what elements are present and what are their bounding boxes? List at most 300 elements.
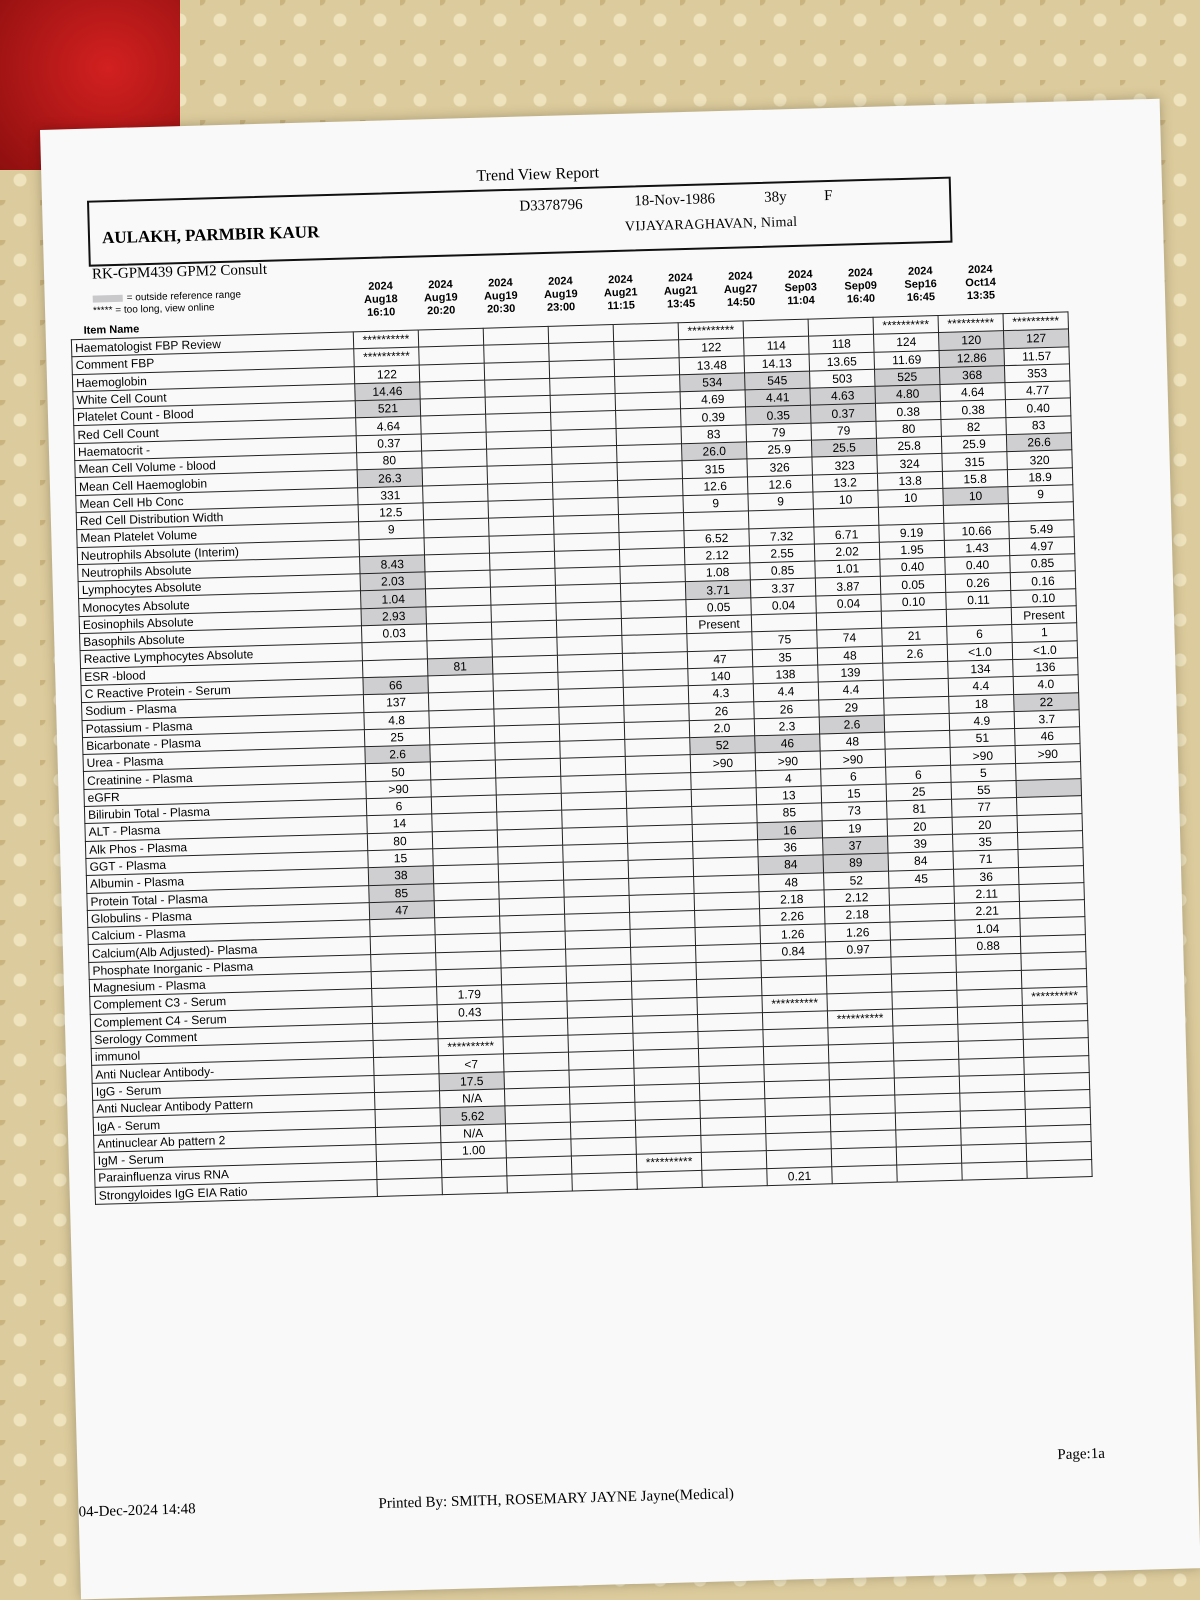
result-cell: >90 (950, 746, 1015, 765)
result-cell: 118 (809, 335, 874, 354)
result-cell (549, 359, 614, 378)
result-cell: 46 (1015, 727, 1080, 746)
result-cell: 2.6 (365, 745, 430, 764)
result-cell (429, 726, 494, 745)
patient-age: 38y (763, 189, 787, 206)
result-cell (486, 430, 551, 449)
result-cell (489, 534, 554, 553)
date-header-line: 2024 (727, 270, 753, 283)
result-cell (555, 584, 620, 603)
result-cell (693, 857, 758, 876)
date-header-line: 20:20 (426, 304, 456, 318)
result-cell (1024, 1055, 1089, 1074)
result-cell (631, 962, 696, 981)
result-cell (430, 760, 495, 779)
result-cell (895, 1094, 960, 1113)
result-cell: 85 (369, 883, 434, 902)
result-cell (1022, 1003, 1087, 1022)
date-header-line: 2024 (967, 263, 993, 277)
result-cell (497, 811, 562, 830)
result-cell: 66 (363, 676, 428, 695)
result-cell: 83 (1006, 416, 1071, 435)
result-cell: 124 (874, 333, 939, 352)
result-cell (422, 467, 487, 486)
date-header-line: 14:50 (726, 296, 756, 309)
result-cell (1021, 969, 1086, 988)
result-cell (891, 973, 956, 992)
result-cell (692, 822, 757, 841)
result-cell (620, 565, 685, 584)
result-cell (766, 1132, 831, 1151)
result-cell: 3.87 (815, 577, 880, 596)
result-cell (614, 357, 679, 376)
result-cell: 5.49 (1009, 519, 1074, 538)
result-cell: 14.46 (355, 382, 420, 401)
result-cell (562, 826, 627, 845)
result-cell (623, 686, 688, 705)
result-cell (618, 513, 683, 532)
test-name-cell: Haematocrit - (74, 436, 356, 461)
result-cell: 4.77 (1005, 381, 1070, 400)
result-cell (421, 415, 486, 434)
result-cell: 9 (748, 492, 813, 511)
result-cell (889, 886, 954, 905)
result-cell (500, 932, 565, 951)
test-name-cell: Eosinophils Absolute (79, 608, 361, 633)
result-cell (377, 1177, 442, 1196)
result-cell: 1.08 (685, 563, 750, 582)
result-cell: ********** (353, 330, 418, 349)
result-cell: 4.63 (810, 386, 875, 405)
result-cell (505, 1122, 570, 1141)
result-cell (695, 926, 760, 945)
result-cell (559, 705, 624, 724)
result-cell: 0.40 (1005, 398, 1070, 417)
result-cell (560, 757, 625, 776)
result-cell (374, 1056, 439, 1075)
result-cell (501, 966, 566, 985)
result-cell: 315 (942, 452, 1007, 471)
result-cell: 0.40 (945, 556, 1010, 575)
result-cell (618, 496, 683, 515)
result-cell: 5 (951, 763, 1016, 782)
date-header-line: 2024 (548, 275, 573, 288)
result-cell: 0.05 (686, 598, 751, 617)
result-cell (637, 1170, 702, 1189)
date-header-line: 13:35 (966, 289, 996, 303)
result-cell (434, 899, 499, 918)
test-name-cell: Protein Total - Plasma (87, 885, 369, 910)
result-cell: Present (1011, 606, 1076, 625)
date-header-line: 23:00 (546, 301, 576, 314)
result-cell (625, 755, 690, 774)
test-name-cell: Monocytes Absolute (79, 591, 361, 616)
result-cell (372, 987, 437, 1006)
result-cell (743, 319, 808, 338)
date-header-line: 2024 (368, 280, 393, 293)
result-cell (1023, 1021, 1088, 1040)
date-header-line: Sep09 (844, 279, 878, 293)
result-cell: 81 (887, 800, 952, 819)
result-cell (828, 1026, 893, 1045)
result-cell: 2.93 (361, 607, 426, 626)
result-cell (436, 968, 501, 987)
result-cell (423, 484, 488, 503)
test-name-cell: White Cell Count (73, 384, 355, 409)
result-cell (571, 1137, 636, 1156)
result-cell (557, 636, 622, 655)
result-cell (829, 1061, 894, 1080)
result-cell: 84 (758, 855, 823, 874)
result-cell (1023, 1038, 1088, 1057)
result-cell (420, 380, 485, 399)
result-cell: 1.43 (944, 538, 1009, 557)
date-column-header (770, 268, 831, 309)
result-cell (961, 1126, 1026, 1145)
test-name-cell: Haemoglobin (72, 366, 354, 391)
result-cell (1024, 1073, 1089, 1092)
result-cell (956, 953, 1021, 972)
result-cell (764, 1080, 829, 1099)
result-cell: 26 (689, 701, 754, 720)
date-header-line: 16:10 (366, 306, 396, 319)
result-cell (435, 916, 500, 935)
result-cell (376, 1160, 441, 1179)
result-cell: 0.39 (681, 407, 746, 426)
result-cell: 2.11 (954, 884, 1019, 903)
result-cell (420, 397, 485, 416)
result-cell: 4.9 (949, 711, 1014, 730)
result-cell: 4.4 (818, 680, 883, 699)
result-cell (374, 1073, 439, 1092)
result-cell: 4.4 (948, 677, 1013, 696)
result-cell: 83 (681, 425, 746, 444)
date-header-line: Sep16 (904, 278, 938, 291)
result-cell (422, 449, 487, 468)
result-cell (617, 444, 682, 463)
result-cell (624, 720, 689, 739)
result-cell (554, 549, 619, 568)
result-cell: 38 (368, 866, 433, 885)
result-cell (435, 933, 500, 952)
result-cell: 80 (357, 451, 422, 470)
result-cell (556, 601, 621, 620)
result-cell: 525 (875, 367, 940, 386)
report-title: Trend View Report (476, 164, 600, 185)
result-cell (564, 878, 629, 897)
result-cell (700, 1116, 765, 1135)
result-cell: 10 (943, 487, 1008, 506)
result-cell (626, 790, 691, 809)
result-cell: >90 (820, 750, 885, 769)
result-cell (763, 1028, 828, 1047)
result-cell (553, 480, 618, 499)
result-cell: 13.65 (809, 352, 874, 371)
result-cell (484, 344, 549, 363)
printed-date: 04-Dec-2024 14:48 (78, 1501, 196, 1521)
outside-range-swatch (93, 295, 123, 303)
result-cell (551, 411, 616, 430)
result-cell: 74 (817, 629, 882, 648)
result-cell (699, 1082, 764, 1101)
result-cell: 80 (367, 831, 432, 850)
result-cell: 48 (759, 872, 824, 891)
date-header-line: 2024 (428, 278, 453, 292)
result-cell: 7.32 (749, 527, 814, 546)
test-name-cell: ESR -blood (81, 660, 363, 685)
result-cell: 20 (887, 817, 952, 836)
result-cell: 0.43 (437, 1003, 502, 1022)
result-cell (568, 1033, 633, 1052)
result-cell (691, 770, 756, 789)
test-name-cell: Urea - Plasma (83, 747, 365, 772)
test-name-cell: Complement C4 - Serum (90, 1006, 372, 1031)
result-cell (570, 1120, 635, 1139)
result-cell: 10 (813, 490, 878, 509)
result-cell: 37 (823, 836, 888, 855)
result-cell: 134 (948, 659, 1013, 678)
result-cell (504, 1070, 569, 1089)
result-cell: 0.04 (751, 596, 816, 615)
result-cell (614, 340, 679, 359)
result-cell (502, 1001, 567, 1020)
result-cell (683, 511, 748, 530)
result-cell (625, 738, 690, 757)
result-cell (558, 688, 623, 707)
result-cell (558, 670, 623, 689)
result-cell (701, 1134, 766, 1153)
test-name-cell: GGT - Plasma (86, 851, 368, 876)
result-cell (613, 323, 678, 342)
result-cell: ********** (762, 993, 827, 1012)
result-cell (693, 840, 758, 859)
result-cell (701, 1151, 766, 1170)
result-cell (765, 1097, 830, 1116)
page-number: Page:1a (1057, 1445, 1106, 1464)
result-cell (430, 743, 495, 762)
test-name-cell: Anti Nuclear Antibody- (92, 1058, 374, 1083)
result-cell: >90 (690, 753, 755, 772)
result-cell: 25.8 (876, 437, 941, 456)
result-cell (493, 689, 558, 708)
result-cell: 2.02 (814, 542, 879, 561)
result-cell (893, 1024, 958, 1043)
test-name-cell: Platelet Count - Blood (73, 401, 355, 426)
test-name-cell: Serology Comment (91, 1023, 373, 1048)
result-cell: 39 (888, 834, 953, 853)
date-header-line: Sep03 (784, 281, 818, 295)
result-cell (429, 709, 494, 728)
result-cell (694, 874, 759, 893)
test-name-cell: Comment FBP (72, 349, 354, 374)
result-cell (560, 740, 625, 759)
result-cell: 2.6 (882, 644, 947, 663)
result-cell (1026, 1125, 1091, 1144)
result-cell: 0.85 (750, 561, 815, 580)
result-cell (762, 1011, 827, 1030)
result-cell (499, 880, 564, 899)
result-cell: 46 (755, 734, 820, 753)
result-cell (878, 506, 943, 525)
result-cell (493, 672, 558, 691)
date-column-header (710, 270, 771, 311)
result-cell: 0.85 (1010, 554, 1075, 573)
result-cell (897, 1163, 962, 1182)
result-cell: 4.41 (745, 388, 810, 407)
result-cell: 3.71 (685, 580, 750, 599)
result-cell: 12.6 (747, 475, 812, 494)
result-cell (962, 1161, 1027, 1180)
result-cell: 9 (359, 520, 424, 539)
result-cell (505, 1104, 570, 1123)
result-cell: 0.97 (825, 940, 890, 959)
test-name-cell: Lymphocytes Absolute (78, 574, 360, 599)
result-cell (373, 1022, 438, 1041)
result-cell: 12.5 (358, 503, 423, 522)
test-name-cell: Neutrophils Absolute (78, 557, 360, 582)
test-name-cell: IgG - Serum (92, 1075, 374, 1100)
result-cell (568, 1051, 633, 1070)
result-cell (761, 976, 826, 995)
result-cell (418, 328, 483, 347)
result-cell: 1.00 (441, 1141, 506, 1160)
patient-id: D3378796 (519, 196, 583, 215)
result-cell: 122 (679, 338, 744, 357)
result-cell (488, 499, 553, 518)
result-cell: 36 (758, 838, 823, 857)
result-cell: 84 (888, 851, 953, 870)
result-cell: 35 (953, 832, 1018, 851)
result-cell: 0.37 (356, 434, 421, 453)
result-cell (634, 1066, 699, 1085)
result-cell (622, 634, 687, 653)
result-cell: 137 (363, 693, 428, 712)
result-cell: 55 (951, 781, 1016, 800)
result-cell: 6.71 (814, 525, 879, 544)
result-cell (885, 730, 950, 749)
date-column-header (410, 278, 471, 319)
result-cell: 52 (824, 871, 889, 890)
result-cell: 19 (822, 819, 887, 838)
result-cell (419, 363, 484, 382)
result-cell (559, 722, 624, 741)
result-cell (428, 674, 493, 693)
result-cell (432, 830, 497, 849)
result-cell (552, 446, 617, 465)
date-header-line: Aug21 (663, 284, 698, 298)
result-cell (433, 864, 498, 883)
result-cell: 122 (354, 365, 419, 384)
date-header-line: 2024 (607, 273, 633, 287)
result-cell (959, 1057, 1024, 1076)
result-cell (370, 918, 435, 937)
result-cell: 35 (752, 648, 817, 667)
result-cell: 51 (950, 729, 1015, 748)
result-cell (766, 1149, 831, 1168)
result-cell (946, 608, 1011, 627)
test-name-cell: Calcium(Alb Adjusted)- Plasma (88, 937, 370, 962)
test-name-cell: Globulins - Plasma (87, 902, 369, 927)
result-cell (566, 964, 631, 983)
result-cell (370, 935, 435, 954)
result-cell: 4.4 (753, 682, 818, 701)
result-cell (698, 1030, 763, 1049)
result-cell (621, 599, 686, 618)
result-cell: 8.43 (360, 555, 425, 574)
result-cell (831, 1147, 896, 1166)
result-cell (631, 945, 696, 964)
legend (93, 289, 242, 317)
result-cell (696, 978, 761, 997)
result-cell (549, 342, 614, 361)
result-cell (503, 1035, 568, 1054)
test-name-cell: Mean Platelet Volume (77, 522, 359, 547)
result-cell: 2.12 (824, 888, 889, 907)
result-cell (1008, 502, 1073, 521)
result-cell: 0.38 (940, 400, 1005, 419)
result-cell: 12.6 (682, 477, 747, 496)
date-column-header (350, 280, 411, 321)
result-cell: 71 (953, 850, 1018, 869)
result-cell (496, 776, 561, 795)
result-cell: 136 (1013, 658, 1078, 677)
result-cell (896, 1145, 961, 1164)
test-name-cell: IgM - Serum (94, 1144, 376, 1169)
result-cell (764, 1063, 829, 1082)
result-cell: 17.5 (439, 1072, 504, 1091)
result-cell (359, 537, 424, 556)
result-cell (894, 1059, 959, 1078)
result-cell (627, 807, 692, 826)
result-cell (548, 325, 613, 344)
test-name-cell: Magnesium - Plasma (89, 972, 371, 997)
result-cell (761, 959, 826, 978)
result-cell (498, 845, 563, 864)
result-cell (1020, 934, 1085, 953)
result-cell: 6 (947, 625, 1012, 644)
result-cell: 4.8 (364, 710, 429, 729)
result-cell: 48 (817, 646, 882, 665)
result-cell: 4.80 (875, 385, 940, 404)
result-cell (490, 586, 555, 605)
result-cell: 1 (1012, 623, 1077, 642)
result-cell: 6.52 (684, 528, 749, 547)
result-cell: 2.18 (825, 905, 890, 924)
result-cell (375, 1125, 440, 1144)
result-cell: 1.04 (955, 919, 1020, 938)
result-cell: ********** (678, 321, 743, 340)
result-cell: 120 (939, 331, 1004, 350)
result-cell: 4.64 (356, 416, 421, 435)
result-cell (961, 1144, 1026, 1163)
result-cell: <1.0 (947, 642, 1012, 661)
date-column-header (950, 263, 1011, 304)
test-name-cell: Calcium - Plasma (88, 920, 370, 945)
result-cell (569, 1068, 634, 1087)
result-cell (632, 980, 697, 999)
result-cell: 4.69 (680, 390, 745, 409)
result-cell (959, 1074, 1024, 1093)
result-cell: 2.6 (819, 715, 884, 734)
result-cell (376, 1143, 441, 1162)
result-cell (615, 375, 680, 394)
result-cell (628, 841, 693, 860)
date-header-line: 20:30 (486, 302, 516, 316)
result-cell (615, 392, 680, 411)
result-cell: 16 (757, 821, 822, 840)
result-cell: 9.19 (879, 523, 944, 542)
result-cell: 47 (369, 901, 434, 920)
